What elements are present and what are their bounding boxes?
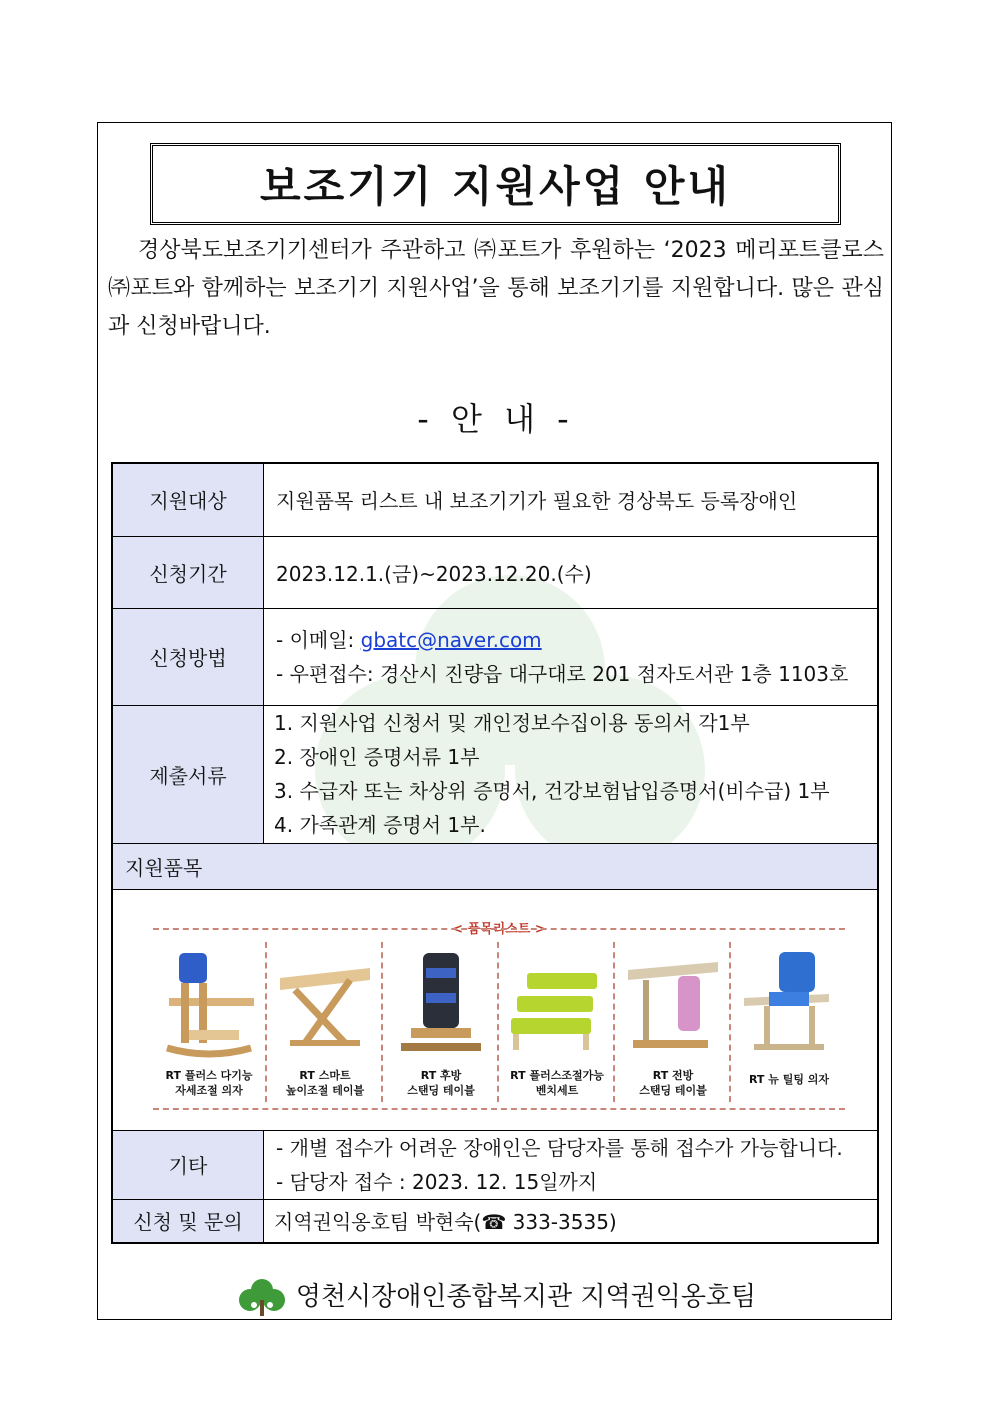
table-row (112, 1199, 878, 1243)
welfare-center-logo-icon (236, 1278, 288, 1318)
table-row (112, 463, 878, 536)
product-gallery (112, 889, 878, 1130)
title-box (150, 143, 841, 225)
divider (381, 942, 383, 1102)
divider (613, 942, 615, 1102)
row-label: 신청 및 문의 (112, 1199, 264, 1243)
product-item (153, 942, 265, 1102)
mail-line: - 우편접수: 경산시 진량읍 대구대로 201 점자도서관 1층 1103호 (276, 661, 849, 686)
row-value: 2023.12.1.(금)~2023.12.20.(수) (264, 536, 879, 608)
divider (153, 928, 845, 930)
row-label: 제출서류 (112, 705, 264, 843)
table-row (112, 608, 878, 705)
table-row (112, 1130, 878, 1199)
footer-organization: 영천시장애인종합복지관 지역권익옹호팀 (295, 1282, 757, 1312)
document-item: 2. 장애인 증명서류 1부 (274, 745, 480, 769)
etc-item: - 담당자 접수 : 2023. 12. 15일까지 (276, 1169, 598, 1194)
product-name: 스탠딩 테이블 (407, 1083, 475, 1097)
product-name: RT 후방 (420, 1068, 462, 1082)
product-name: RT 전방 (652, 1068, 694, 1082)
row-value: 지원품목 리스트 내 보조기기가 필요한 경상북도 등록장애인 (264, 463, 879, 536)
divider (497, 942, 499, 1102)
product-name: 자세조절 의자 (175, 1083, 243, 1097)
email-link[interactable]: gbatc@naver.com (360, 627, 542, 652)
email-line (276, 623, 865, 657)
product-name: 벤치세트 (535, 1083, 579, 1097)
multi-function-chair-icon (159, 948, 259, 1063)
document-item: 3. 수급자 또는 차상위 증명서, 건강보험납입증명서(비수급) 1부 (274, 779, 830, 803)
row-value (264, 1130, 879, 1199)
table-row (112, 536, 878, 608)
row-value (264, 705, 879, 843)
row-value: 지역권익옹호팀 박현숙(☎ 333-3535) (264, 1199, 879, 1243)
rear-standing-table-icon (391, 948, 491, 1063)
email-prefix: - 이메일: (276, 627, 361, 652)
product-name: RT 뉴 틸팅 의자 (748, 1072, 830, 1086)
bench-set-icon (507, 948, 607, 1063)
footer (0, 1276, 992, 1318)
tilting-chair-icon (739, 948, 839, 1063)
page-title: 보조기기 지원사업 안내 (260, 162, 731, 211)
product-name: RT 플러스 다기능 (165, 1068, 253, 1082)
products-label: 지원품목 (112, 843, 878, 889)
table-row (112, 843, 878, 889)
document-item: 1. 지원사업 신청서 및 개인정보수집이용 동의서 각1부 (274, 711, 750, 735)
row-label: 지원대상 (112, 463, 264, 536)
row-value (264, 608, 879, 705)
row-label: 신청방법 (112, 608, 264, 705)
info-table (111, 462, 879, 1244)
product-name: 높이조절 테이블 (285, 1083, 365, 1097)
product-name: RT 스마트 (299, 1068, 351, 1082)
document-item: 4. 가족관계 증명서 1부. (274, 813, 486, 837)
row-label: 기타 (112, 1130, 264, 1199)
divider (265, 942, 267, 1102)
product-item (385, 942, 497, 1102)
product-item (501, 942, 613, 1102)
table-row (112, 705, 878, 843)
product-name: 스탠딩 테이블 (639, 1083, 707, 1097)
etc-item: - 개별 접수가 어려운 장애인은 담당자를 통해 접수가 가능합니다. (276, 1135, 843, 1160)
product-item (733, 942, 845, 1102)
product-name: RT 플러스조절가능 (510, 1068, 604, 1082)
product-list-title: < 품목리스트 > (452, 921, 546, 937)
intro-text: 경상북도보조기기센터가 주관하고 ㈜포트가 후원하는 ‘2023 메리포트클로스 ㈜포트와 함께하는 보조기기 지원사업’을 통해 보조기기를 지원합니다. 많은 관심과 신청바랍니다. (108, 238, 884, 339)
product-item (269, 942, 381, 1102)
divider (729, 942, 731, 1102)
product-item (617, 942, 729, 1102)
front-standing-table-icon (623, 948, 723, 1063)
divider (153, 1108, 845, 1110)
row-label: 신청기간 (112, 536, 264, 608)
intro-paragraph (108, 232, 884, 346)
height-adjustable-table-icon (275, 948, 375, 1063)
section-heading: - 안 내 - (417, 400, 575, 438)
table-row (112, 889, 878, 1130)
